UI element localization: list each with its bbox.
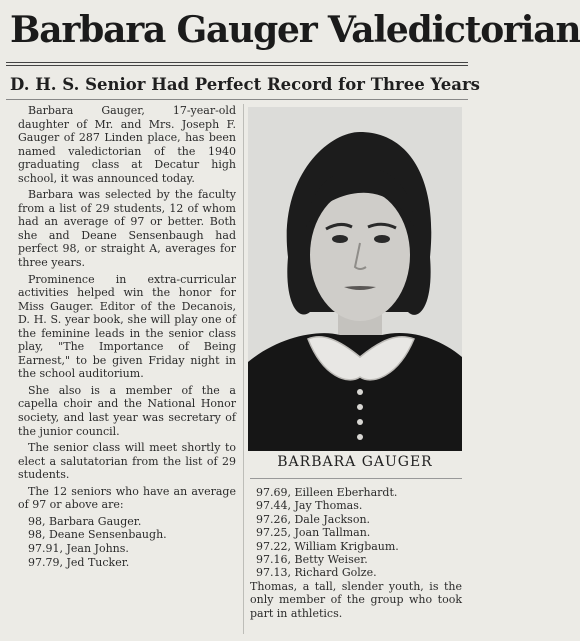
- list-item: 97.79, Jed Tucker.: [28, 555, 130, 569]
- list-item: 97.26, Dale Jackson.: [256, 512, 371, 526]
- subheadline-rule: [6, 99, 468, 100]
- paragraph-list-intro: The 12 seniors who have an average of 97 or above are:: [18, 484, 236, 512]
- headline-rule-bottom: [6, 65, 468, 66]
- paragraph-salutatorian: The senior class will meet shortly to elect a salutatorian from the list of 29 students.: [18, 441, 236, 482]
- subheadline: D. H. S. Senior Had Perfect Record for Three Years: [10, 75, 480, 94]
- paragraph-closing: Thomas, a tall, slender youth, is the only member of the group who took part in athletics.: [250, 579, 462, 620]
- paragraph-intro: Barbara Gauger, 17-year-old daughter of Mr. and Mrs. Joseph F. Gauger of 287 Linden place, has been named valedictorian of the 1940 graduating class at Decatur high school, it was announced today.: [18, 104, 236, 185]
- article-column-right: [250, 486, 462, 620]
- caption-rule: [250, 478, 462, 479]
- headline: Barbara Gauger Valedictorian: [10, 9, 580, 51]
- portrait-image: [248, 107, 462, 451]
- honor-list-left: [18, 515, 236, 569]
- list-item: 97.22, William Krigbaum.: [256, 539, 399, 553]
- list-item: 98, Barbara Gauger.: [28, 514, 142, 528]
- list-item: 97.44, Jay Thomas.: [256, 499, 363, 513]
- headline-rule-top: [6, 62, 468, 63]
- list-item: 97.13, Richard Golze.: [256, 566, 377, 580]
- paragraph-selection: Barbara was selected by the faculty from a list of 29 students, 12 of whom had an average of 97 or better. Both she and Deane Sensenbaugh had perfect 98, or straight A, averages for three years.: [18, 188, 236, 270]
- list-item: 97.69, Eilleen Eberhardt.: [256, 486, 398, 499]
- list-item: 98, Deane Sensenbaugh.: [28, 528, 167, 542]
- article-column-left: [18, 104, 236, 569]
- paragraph-memberships: She also is a member of the a capella choir and the National Honor society, and last year was secretary of the junior council.: [18, 383, 236, 438]
- list-item: 97.16, Betty Weiser.: [256, 553, 368, 567]
- photo-caption: BARBARA GAUGER: [277, 454, 433, 470]
- portrait-photo: [248, 107, 462, 451]
- paragraph-activities: Prominence in extra-curricular activities helped win the honor for Miss Gauger. Editor of the Decanois, D. H. S. year book, she will play one of the feminine leads in the senior class play, "The Importance of Being Earnest," to be given Friday night in the school auditorium.: [18, 272, 236, 381]
- list-item: 97.91, Jean Johns.: [28, 541, 129, 555]
- column-divider: [243, 104, 244, 634]
- list-item: 97.25, Joan Tallman.: [256, 526, 371, 540]
- honor-list-right: [250, 486, 462, 580]
